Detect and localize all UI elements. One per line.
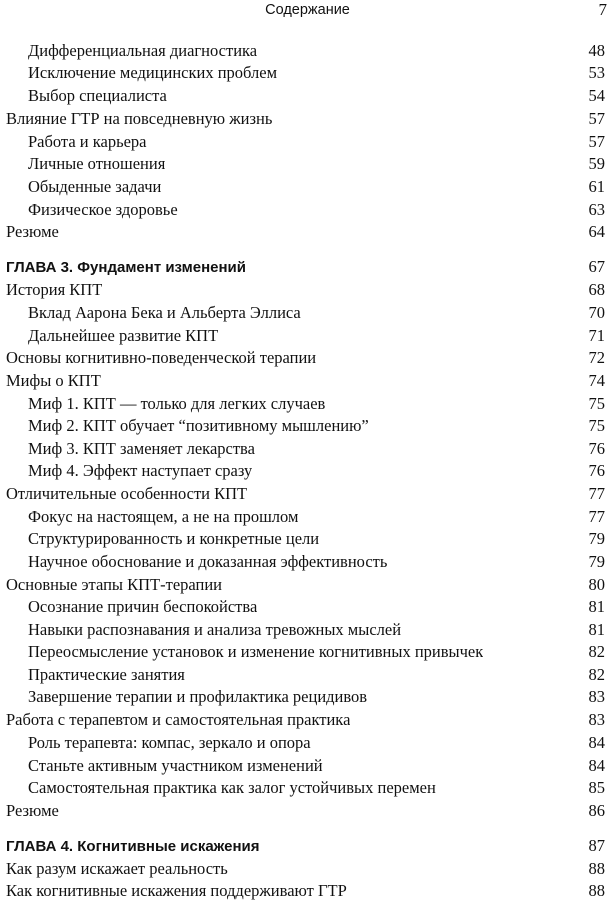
toc-entry-title: ГЛАВА 4. Когнитивные искажения: [6, 838, 260, 855]
toc-entry-page: 53: [588, 63, 605, 82]
toc-entry-page: 67: [588, 257, 605, 276]
toc-chapter-heading: [6, 835, 605, 857]
toc-entry: [28, 199, 605, 221]
toc-entry: [6, 221, 605, 243]
toc-entry-page: 71: [588, 326, 605, 345]
toc-entry: [6, 858, 605, 880]
toc-entry: [28, 131, 605, 153]
toc-entry: [28, 62, 605, 84]
toc-entry-page: 76: [588, 439, 605, 458]
toc-entry: [6, 347, 605, 369]
page-header: [0, 0, 615, 22]
toc-entry-title: Выбор специалиста: [28, 86, 167, 105]
toc-entry-page: 57: [588, 109, 605, 128]
toc-entry-page: 88: [588, 859, 605, 878]
toc-entry-page: 54: [588, 86, 605, 105]
toc-entry: [6, 880, 605, 902]
toc-entry: [28, 755, 605, 777]
toc-entry: [28, 325, 605, 347]
toc-entry: [6, 483, 605, 505]
toc-chapter-heading: [6, 256, 605, 278]
toc-entry-page: 79: [588, 552, 605, 571]
toc-entry: [28, 777, 605, 799]
toc-entry-title: Как разум искажает реальность: [6, 859, 228, 878]
toc-entry-title: Миф 3. КПТ заменяет лекарства: [28, 439, 255, 458]
toc-entry: [28, 40, 605, 62]
toc-entry-title: Физическое здоровье: [28, 200, 178, 219]
toc-entry-page: 83: [588, 687, 605, 706]
toc-entry-page: 70: [588, 303, 605, 322]
toc-entry-title: Навыки распознавания и анализа тревожных мыслей: [28, 620, 402, 639]
toc-entry: [6, 574, 605, 596]
toc-entry-page: 84: [588, 756, 605, 775]
toc-entry: [28, 176, 605, 198]
toc-entry-title: Миф 4. Эффект наступает сразу: [28, 461, 253, 480]
toc-entry: [28, 393, 605, 415]
toc-entry-title: Вклад Аарона Бека и Альберта Эллиса: [28, 303, 301, 322]
toc-entry-title: Научное обоснование и доказанная эффективность: [28, 552, 388, 571]
toc-entry-title: История КПТ: [6, 280, 103, 299]
toc-entry: [28, 302, 605, 324]
running-title: Содержание: [265, 2, 350, 18]
toc-entry-page: 77: [588, 484, 605, 503]
toc-entry-page: 48: [588, 41, 605, 60]
toc-entry-page: 81: [588, 620, 605, 639]
toc-entry-title: Самостоятельная практика как залог устойчивых перемен: [28, 778, 436, 797]
toc-entry-page: 75: [588, 394, 605, 413]
toc-entry-title: Резюме: [6, 222, 59, 241]
toc-entry-page: 74: [588, 371, 605, 390]
toc-entry-title: Структурированность и конкретные цели: [28, 529, 320, 548]
toc-entry-title: Отличительные особенности КПТ: [6, 484, 248, 503]
toc-entry-title: Станьте активным участником изменений: [28, 756, 323, 775]
toc-entry-title: Переосмысление установок и изменение когнитивных привычек: [28, 642, 484, 661]
toc-entry-page: 76: [588, 461, 605, 480]
toc-entry-page: 64: [588, 222, 605, 241]
toc-entry: [28, 460, 605, 482]
toc-entry-title: Мифы о КПТ: [6, 371, 101, 390]
toc-entry: [28, 664, 605, 686]
toc-entry-page: 57: [588, 132, 605, 151]
toc-entry-title: Основные этапы КПТ-терапии: [6, 575, 222, 594]
toc-entry-title: Миф 2. КПТ обучает “позитивному мышлению”: [28, 416, 369, 435]
toc-entry: [6, 370, 605, 392]
toc-entry-page: 88: [588, 881, 605, 900]
toc-entry-title: ГЛАВА 3. Фундамент изменений: [6, 259, 246, 276]
toc-entry-page: 80: [588, 575, 605, 594]
toc-entry-title: Основы когнитивно-поведенческой терапии: [6, 348, 317, 367]
toc-entry-title: Исключение медицинских проблем: [28, 63, 278, 82]
toc-entry-title: Дальнейшее развитие КПТ: [28, 326, 219, 345]
toc-entry-page: 72: [588, 348, 605, 367]
toc-entry-title: Обыденные задачи: [28, 177, 162, 196]
toc-entry-title: Роль терапевта: компас, зеркало и опора: [28, 733, 311, 752]
page-number: 7: [598, 0, 607, 19]
toc-entry-page: 85: [588, 778, 605, 797]
toc-entry-title: Осознание причин беспокойства: [28, 597, 258, 616]
toc-entry-title: Личные отношения: [28, 154, 166, 173]
toc-entry-title: Работа и карьера: [28, 132, 147, 151]
toc-entry-page: 86: [588, 801, 605, 820]
toc-entry-page: 75: [588, 416, 605, 435]
toc-entry: [6, 709, 605, 731]
toc-entry: [6, 800, 605, 822]
toc-entry: [28, 641, 605, 663]
toc-entry: [28, 506, 605, 528]
toc-entry-title: Практические занятия: [28, 665, 185, 684]
toc-entry: [28, 686, 605, 708]
toc-entry: [28, 438, 605, 460]
toc-entry: [28, 528, 605, 550]
toc-entry-page: 61: [588, 177, 605, 196]
toc-entry: [6, 279, 605, 301]
toc-entry-title: Фокус на настоящем, а не на прошлом: [28, 507, 299, 526]
toc-entry-title: Миф 1. КПТ — только для легких случаев: [28, 394, 326, 413]
toc-entry-title: Дифференциальная диагностика: [28, 41, 258, 60]
toc-entry: [28, 415, 605, 437]
toc-entry-page: 79: [588, 529, 605, 548]
toc-entry-page: 84: [588, 733, 605, 752]
toc-entry-page: 77: [588, 507, 605, 526]
toc-entry-page: 68: [588, 280, 605, 299]
toc-entry-title: Как когнитивные искажения поддерживают ГТР: [6, 881, 347, 900]
toc-entry: [28, 153, 605, 175]
toc-entry-title: Влияние ГТР на повседневную жизнь: [6, 109, 273, 128]
toc-entry: [28, 732, 605, 754]
toc-entry-page: 83: [588, 710, 605, 729]
toc-entry: [28, 85, 605, 107]
toc-entry-title: Завершение терапии и профилактика рецидивов: [28, 687, 368, 706]
toc-entry-title: Резюме: [6, 801, 59, 820]
toc-entry-page: 63: [588, 200, 605, 219]
toc-entry-title: Работа с терапевтом и самостоятельная практика: [6, 710, 351, 729]
toc-entry: [28, 551, 605, 573]
toc-entry-page: 59: [588, 154, 605, 173]
toc-entry-page: 81: [588, 597, 605, 616]
toc-entry-page: 87: [588, 836, 605, 855]
toc-entry: [28, 619, 605, 641]
toc-entry-page: 82: [588, 665, 605, 684]
toc-entry-page: 82: [588, 642, 605, 661]
toc-entry: [6, 108, 605, 130]
toc-entry: [28, 596, 605, 618]
